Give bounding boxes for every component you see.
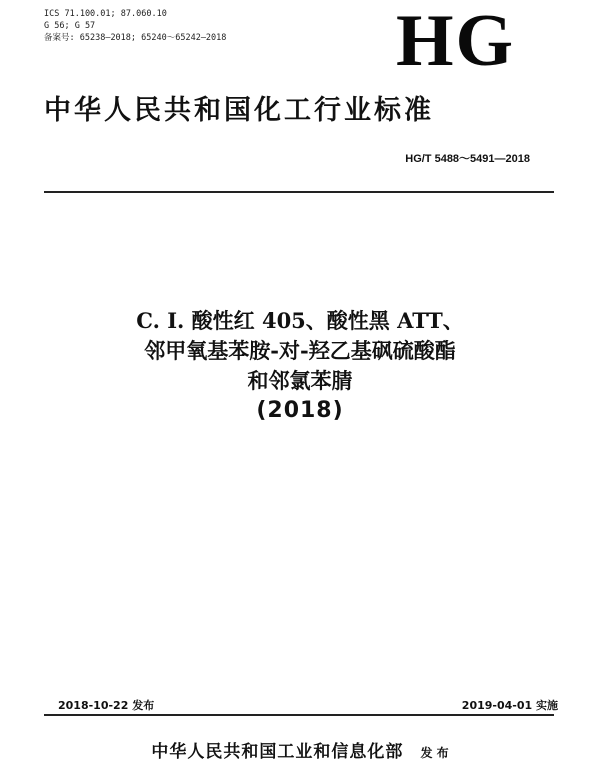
classification-codes bbox=[44, 8, 226, 44]
top-divider bbox=[44, 191, 554, 193]
document-title bbox=[0, 306, 600, 426]
issuer-organization: 中华人民共和国工业和信息化部 bbox=[151, 742, 404, 762]
document-title-line-1: C. I. 酸性红 405、酸性黑 ATT、 bbox=[136, 308, 464, 333]
document-title-line-2: 邻甲氧基苯胺-对-羟乙基砜硫酸酯 bbox=[144, 338, 456, 363]
standard-number: HG/T 5488～5491—2018 bbox=[405, 153, 530, 165]
publish-date: 2018-10-22 发布 bbox=[58, 699, 155, 712]
bottom-divider bbox=[44, 714, 554, 716]
issuer bbox=[0, 737, 600, 762]
record-number: 备案号: 65238—2018; 65240～65242—2018 bbox=[44, 33, 227, 43]
document-title-line-3: 和邻氯苯腈 bbox=[247, 368, 353, 393]
ics-code: ICS 71.100.01; 87.060.10 bbox=[44, 9, 167, 19]
hg-logo: HG bbox=[396, 0, 516, 82]
ccs-code: G 56; G 57 bbox=[44, 21, 96, 31]
standard-title: 中华人民共和国化工行业标准 bbox=[44, 95, 434, 126]
issuer-action: 发 布 bbox=[420, 746, 449, 760]
document-title-year: (2018) bbox=[256, 398, 344, 423]
implement-date: 2019-04-01 实施 bbox=[461, 699, 558, 712]
